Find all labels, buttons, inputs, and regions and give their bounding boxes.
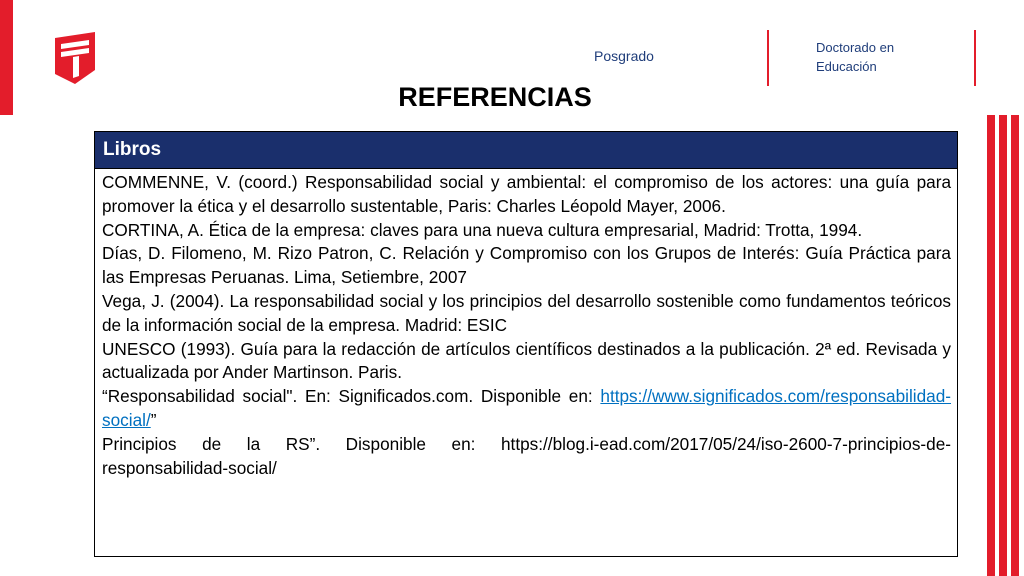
reference-text: “Responsabilidad social". En: Significados.com. Disponible en: xyxy=(102,386,601,407)
right-stripe xyxy=(999,115,1007,576)
header-divider-left xyxy=(767,30,769,86)
right-accent-stripes xyxy=(987,115,1019,576)
university-logo xyxy=(52,30,98,84)
reference-item: Vega, J. (2004). La responsabilidad social y los principios del desarrollo sostenible como fundamentos teóricos de la información social de la empresa. Madrid: ESIC xyxy=(102,290,951,335)
header-doctorado-line2: Educación xyxy=(816,59,877,74)
header-doctorado-line1: Doctorado en xyxy=(816,40,895,55)
header-doctorado xyxy=(816,38,894,76)
reference-item-significados xyxy=(102,385,951,433)
reference-text-suffix: ” xyxy=(150,409,157,430)
reference-item: UNESCO (1993). Guía para la redacción de artículos científicos destinados a la publicación. 2ª ed. Revisada y actualizada por Ander Martinson. Paris. xyxy=(102,338,951,383)
reference-item: COMMENNE, V. (coord.) Responsabilidad social y ambiental: el compromiso de los actores: una guía para promover la ética y el desarrollo sustentable, Paris: Charles Léopold Mayer, 2006. xyxy=(102,172,951,216)
right-stripe xyxy=(1011,115,1019,576)
significados-link[interactable]: https://www.significados.com/responsabilidad-social/ xyxy=(102,386,951,430)
references-list xyxy=(95,169,957,480)
references-table xyxy=(94,131,958,557)
section-heading: Libros xyxy=(95,132,957,169)
header-divider-right xyxy=(974,30,976,86)
reference-item: Principios de la RS”. Disponible en: https://blog.i-ead.com/2017/05/24/iso-2600-7-principios-de-responsabilidad-social/ xyxy=(102,433,951,478)
right-stripe xyxy=(987,115,995,576)
reference-item: CORTINA, A. Ética de la empresa: claves para una nueva cultura empresarial, Madrid: Trotta, 1994. xyxy=(102,219,863,240)
header-posgrado: Posgrado xyxy=(594,48,654,64)
reference-item: Días, D. Filomeno, M. Rizo Patron, C. Relación y Compromiso con los Grupos de Interés: Guía Práctica para las Empresas Peruanas. Lima, Setiembre, 2007 xyxy=(102,243,951,288)
page-title: REFERENCIAS xyxy=(398,82,592,112)
